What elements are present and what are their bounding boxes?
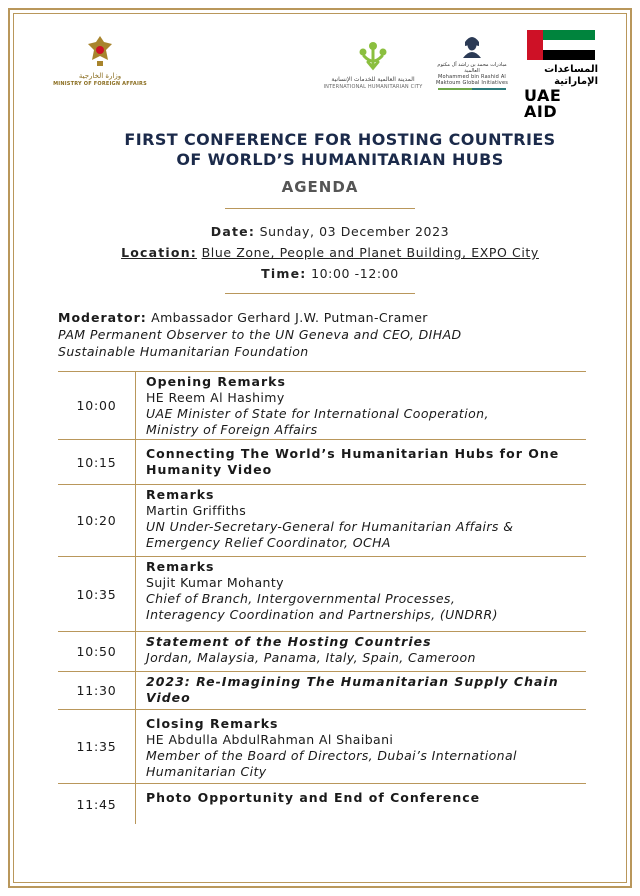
mbr-arabic-name: مبادرات محمد بن راشد آل مكتوم العالمية xyxy=(437,62,507,74)
agenda-speaker-role-2: Emergency Relief Coordinator, OCHA xyxy=(146,535,391,550)
agenda-time: 11:35 xyxy=(58,710,136,783)
time-label: Time: xyxy=(261,266,307,281)
agenda-item-title-line-1: 2023: Re-Imagining The Humanitarian Supply Chain xyxy=(146,674,559,689)
agenda-row xyxy=(58,709,586,783)
agenda-row xyxy=(58,556,586,631)
agenda-speaker-role-1: Chief of Branch, Intergovernmental Processes, xyxy=(146,591,456,606)
agenda-row xyxy=(58,484,586,556)
agenda-heading: AGENDA xyxy=(281,178,359,196)
agenda-item-title: Remarks xyxy=(146,487,215,502)
agenda-item-title: Closing Remarks xyxy=(146,716,279,731)
agenda-content xyxy=(136,710,586,783)
agenda-speaker: Sujit Kumar Mohanty xyxy=(146,575,284,590)
moderator-name: Ambassador Gerhard J.W. Putman-Cramer xyxy=(151,310,428,325)
agenda-speaker-role-2: Interagency Coordination and Partnerships, (UNDRR) xyxy=(146,607,498,622)
hosting-countries-list: Jordan, Malaysia, Panama, Italy, Spain, Cameroon xyxy=(146,650,476,665)
divider-bottom xyxy=(225,293,415,294)
agenda-content xyxy=(136,485,586,556)
mofa-logo xyxy=(50,34,150,87)
agenda-time: 10:20 xyxy=(58,485,136,556)
agenda-speaker-role-2: Ministry of Foreign Affairs xyxy=(146,422,318,437)
agenda-item-title-line-2: Video xyxy=(146,690,191,705)
ihc-english-name: INTERNATIONAL HUMANITARIAN CITY xyxy=(323,84,423,90)
date-line xyxy=(0,224,640,239)
agenda-time: 10:15 xyxy=(58,440,136,484)
agenda-speaker: Martin Griffiths xyxy=(146,503,247,518)
mofa-english-name: MINISTRY OF FOREIGN AFFAIRS xyxy=(53,81,147,87)
agenda-item-title-line-2: Humanity Video xyxy=(146,462,273,477)
divider-top xyxy=(225,208,415,209)
agenda-time: 10:50 xyxy=(58,632,136,671)
agenda-row xyxy=(58,371,586,439)
conference-title-line-1: FIRST CONFERENCE FOR HOSTING COUNTRIES xyxy=(124,130,556,149)
agenda-time: 10:00 xyxy=(58,372,136,439)
date-value: Sunday, 03 December 2023 xyxy=(259,224,450,239)
moderator-block xyxy=(58,309,598,360)
agenda-row xyxy=(58,631,586,671)
time-line xyxy=(0,266,640,281)
uae-aid-english-name: UAE AID xyxy=(524,86,562,121)
falcon-emblem-icon xyxy=(86,34,114,68)
location-label: Location: xyxy=(121,245,198,260)
moderator-role-line-1: PAM Permanent Observer to the UN Geneva and CEO, DIHAD xyxy=(58,327,462,342)
agenda-row xyxy=(58,671,586,709)
agenda-speaker-role-1: Member of the Board of Directors, Dubai’s International xyxy=(146,748,517,763)
agenda-content xyxy=(136,372,586,439)
moderator-label: Moderator: xyxy=(58,310,147,325)
agenda-speaker-role-1: UN Under-Secretary-General for Humanitarian Affairs & xyxy=(146,519,514,534)
conference-title-line-2: OF WORLD’S HUMANITARIAN HUBS xyxy=(176,150,504,169)
agenda-time: 11:30 xyxy=(58,672,136,709)
agenda-item-title: Statement of the Hosting Countries xyxy=(146,634,432,649)
moderator-role-line-2: Sustainable Humanitarian Foundation xyxy=(58,344,309,359)
agenda-item-title: Photo Opportunity and End of Conference xyxy=(146,790,481,805)
agenda-speaker-role-1: UAE Minister of State for International Cooperation, xyxy=(146,406,489,421)
uae-aid-logo xyxy=(524,30,598,120)
portrait-icon xyxy=(461,32,483,58)
time-value: 10:00 -12:00 xyxy=(311,266,399,281)
agenda-item-title-line-1: Connecting The World’s Humanitarian Hubs for One xyxy=(146,446,560,461)
agenda-time: 10:35 xyxy=(58,557,136,631)
people-tree-icon xyxy=(356,40,390,72)
agenda-speaker-role-2: Humanitarian City xyxy=(146,764,267,779)
agenda-row xyxy=(58,783,586,824)
mbr-color-bar xyxy=(438,88,506,90)
uae-aid-arabic-name: المساعدات الإماراتية xyxy=(544,64,598,87)
agenda-time: 11:45 xyxy=(58,784,136,824)
agenda-content xyxy=(136,440,586,484)
agenda-table xyxy=(58,371,586,824)
uae-flag-icon xyxy=(527,30,595,60)
ihc-logo xyxy=(318,40,428,90)
mofa-arabic-name: وزارة الخارجية xyxy=(78,72,122,80)
conference-title xyxy=(60,130,620,170)
agenda-row xyxy=(58,439,586,484)
agenda-item-title: Remarks xyxy=(146,559,215,574)
agenda-content xyxy=(136,672,586,709)
agenda-item-title: Opening Remarks xyxy=(146,374,286,389)
agenda-speaker: HE Reem Al Hashimy xyxy=(146,390,285,405)
agenda-content xyxy=(136,557,586,631)
location-value: Blue Zone, People and Planet Building, EXPO City xyxy=(201,245,539,260)
location-line xyxy=(0,245,640,260)
ihc-arabic-name: المدينة العالمية للخدمات الإنسانية xyxy=(331,76,415,83)
mbr-initiatives-logo xyxy=(432,32,512,90)
mbr-english-name: Mohammed bin Rashid Al Maktoum Global Initiatives xyxy=(435,74,509,86)
agenda-speaker: HE Abdulla AbdulRahman Al Shaibani xyxy=(146,732,394,747)
agenda-content xyxy=(136,784,586,824)
date-label: Date: xyxy=(210,224,256,239)
agenda-content xyxy=(136,632,586,671)
